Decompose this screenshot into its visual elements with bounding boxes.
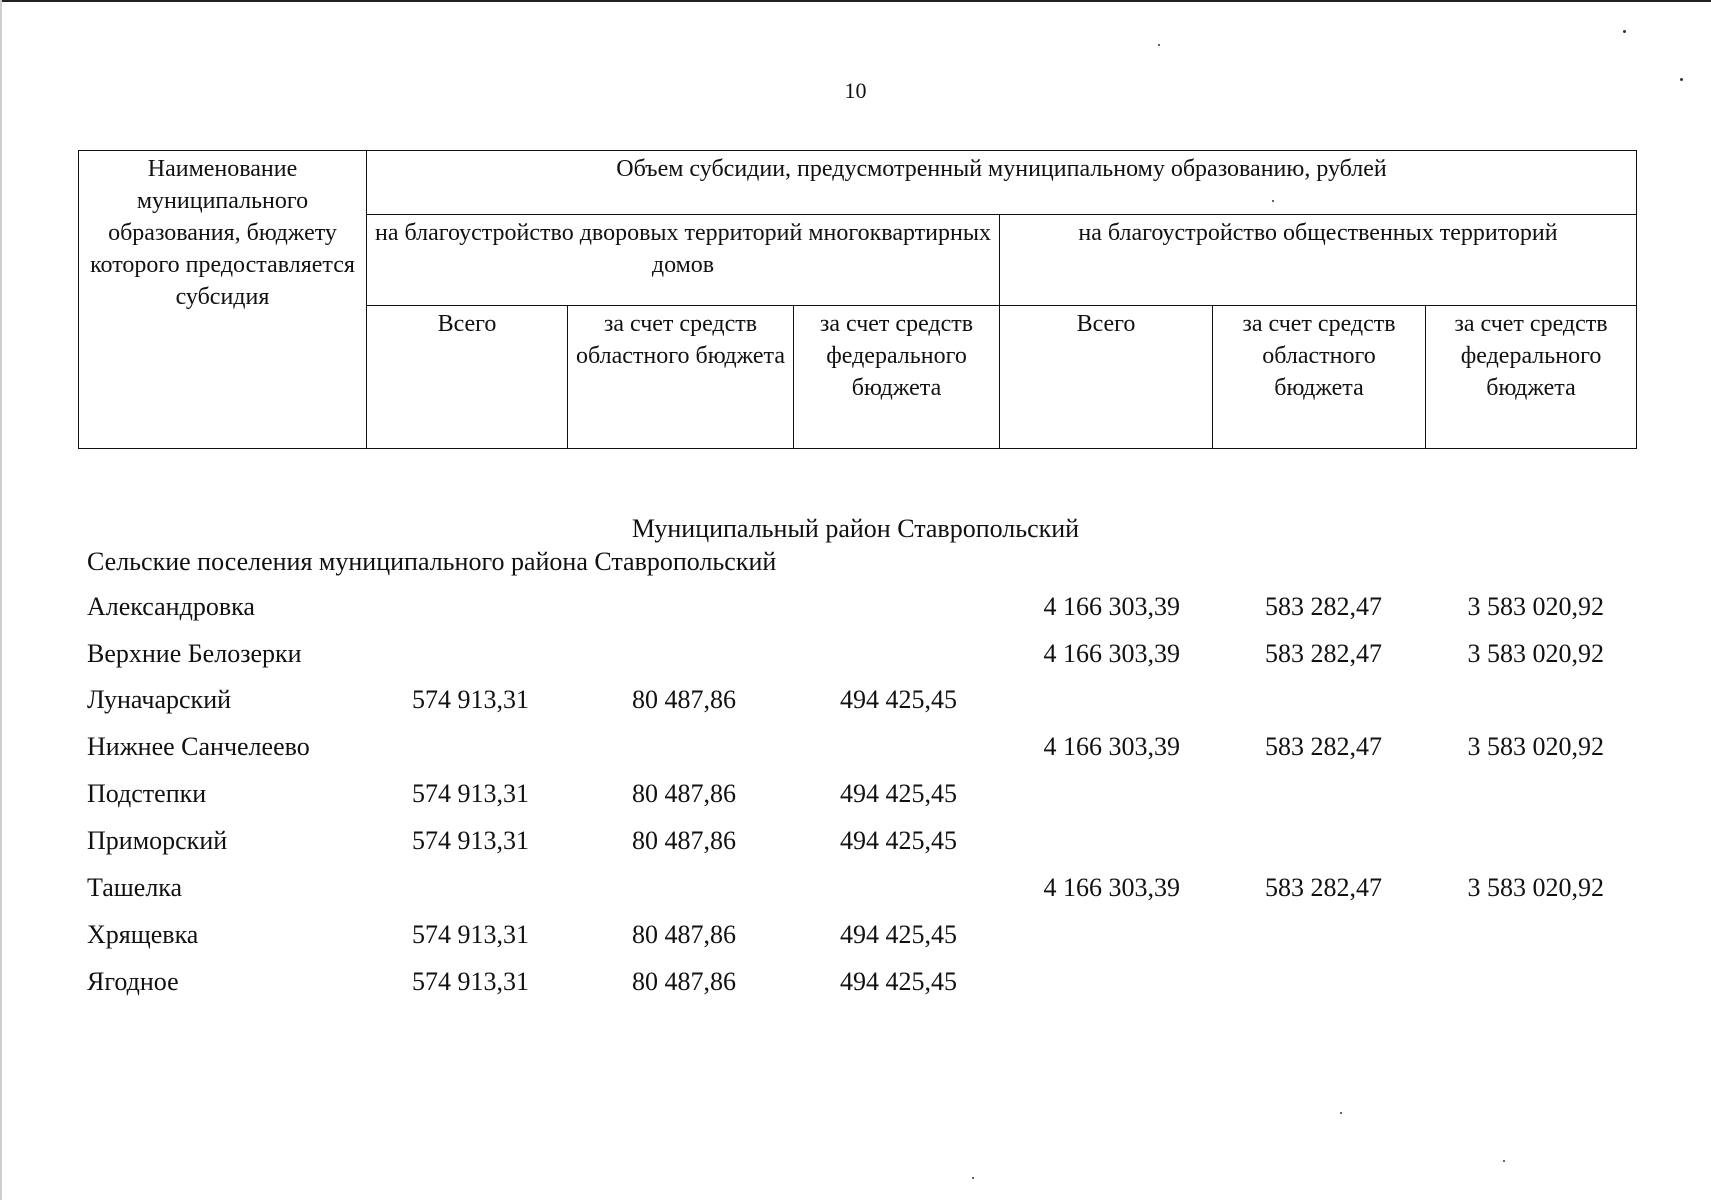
public-total: 4 166 303,39 (1043, 873, 1180, 902)
district-title: Муниципальный район Ставропольский (631, 514, 1080, 543)
header-total-public: Всего (1000, 306, 1213, 449)
yards-federal: 494 425,45 (840, 826, 957, 855)
public-federal: 3 583 020,92 (1467, 639, 1604, 668)
scan-speck (972, 1177, 974, 1179)
public-federal: 3 583 020,92 (1467, 873, 1604, 902)
yards-regional: 80 487,86 (632, 826, 736, 855)
settlement-name: Приморский (87, 826, 228, 855)
yards-total: 574 913,31 (412, 779, 529, 808)
public-regional: 583 282,47 (1265, 732, 1382, 761)
scan-speck (1158, 44, 1160, 46)
scan-speck (1272, 200, 1274, 202)
public-total: 4 166 303,39 (1043, 732, 1180, 761)
yards-total: 574 913,31 (412, 920, 529, 949)
settlement-name: Нижнее Санчелеево (87, 732, 310, 761)
yards-total: 574 913,31 (412, 826, 529, 855)
header-group-public: на благоустройство общественных территорий (1000, 215, 1637, 306)
table-row (0, 966, 1711, 998)
yards-federal: 494 425,45 (840, 920, 957, 949)
yards-federal: 494 425,45 (840, 967, 957, 996)
header-federal-public: за счет средств федерального бюджета (1426, 306, 1637, 449)
public-federal: 3 583 020,92 (1467, 732, 1604, 761)
settlement-name: Ягодное (87, 967, 179, 996)
scan-speck (1680, 78, 1683, 81)
public-regional: 583 282,47 (1265, 592, 1382, 621)
scan-top-edge (0, 0, 1711, 2)
settlement-name: Ташелка (87, 873, 183, 902)
table-row (0, 638, 1711, 670)
header-regional-yards: за счет средств областного бюджета (568, 306, 794, 449)
page-number: 10 (844, 78, 867, 103)
settlement-name: Верхние Белозерки (87, 639, 302, 668)
settlement-name: Хрящевка (87, 920, 199, 949)
public-total: 4 166 303,39 (1043, 592, 1180, 621)
public-federal: 3 583 020,92 (1467, 592, 1604, 621)
scan-speck (1623, 30, 1626, 33)
yards-regional: 80 487,86 (632, 967, 736, 996)
yards-total: 574 913,31 (412, 967, 529, 996)
yards-regional: 80 487,86 (632, 920, 736, 949)
yards-regional: 80 487,86 (632, 779, 736, 808)
header-volume: Объем субсидии, предусмотренный муниципальному образованию, рублей (367, 151, 1637, 215)
settlement-name: Александровка (87, 592, 255, 621)
header-federal-yards: за счет средств федерального бюджета (794, 306, 1000, 449)
yards-total: 574 913,31 (412, 685, 529, 714)
table-row (0, 825, 1711, 857)
yards-federal: 494 425,45 (840, 685, 957, 714)
table-row (0, 872, 1711, 904)
subsection-title: Сельские поселения муниципального района Ставропольский (87, 547, 777, 576)
scan-speck (1340, 1112, 1342, 1114)
table-row (0, 919, 1711, 951)
scan-speck (1503, 1160, 1505, 1162)
header-name-column: Наименование муниципального образования, бюджету которого предоставляется субсидия (79, 151, 367, 449)
yards-federal: 494 425,45 (840, 779, 957, 808)
table-row (0, 684, 1711, 716)
yards-regional: 80 487,86 (632, 685, 736, 714)
table-row (0, 731, 1711, 763)
header-total-yards: Всего (367, 306, 568, 449)
public-regional: 583 282,47 (1265, 639, 1382, 668)
settlement-name: Подстепки (87, 779, 207, 808)
table-header (78, 150, 1637, 449)
public-regional: 583 282,47 (1265, 873, 1382, 902)
table-row (0, 778, 1711, 810)
header-regional-public: за счет средств областного бюджета (1213, 306, 1426, 449)
table-row (0, 591, 1711, 623)
public-total: 4 166 303,39 (1043, 639, 1180, 668)
settlement-name: Луначарский (87, 685, 232, 714)
header-group-yards: на благоустройство дворовых территорий многоквартирных домов (367, 215, 1000, 306)
